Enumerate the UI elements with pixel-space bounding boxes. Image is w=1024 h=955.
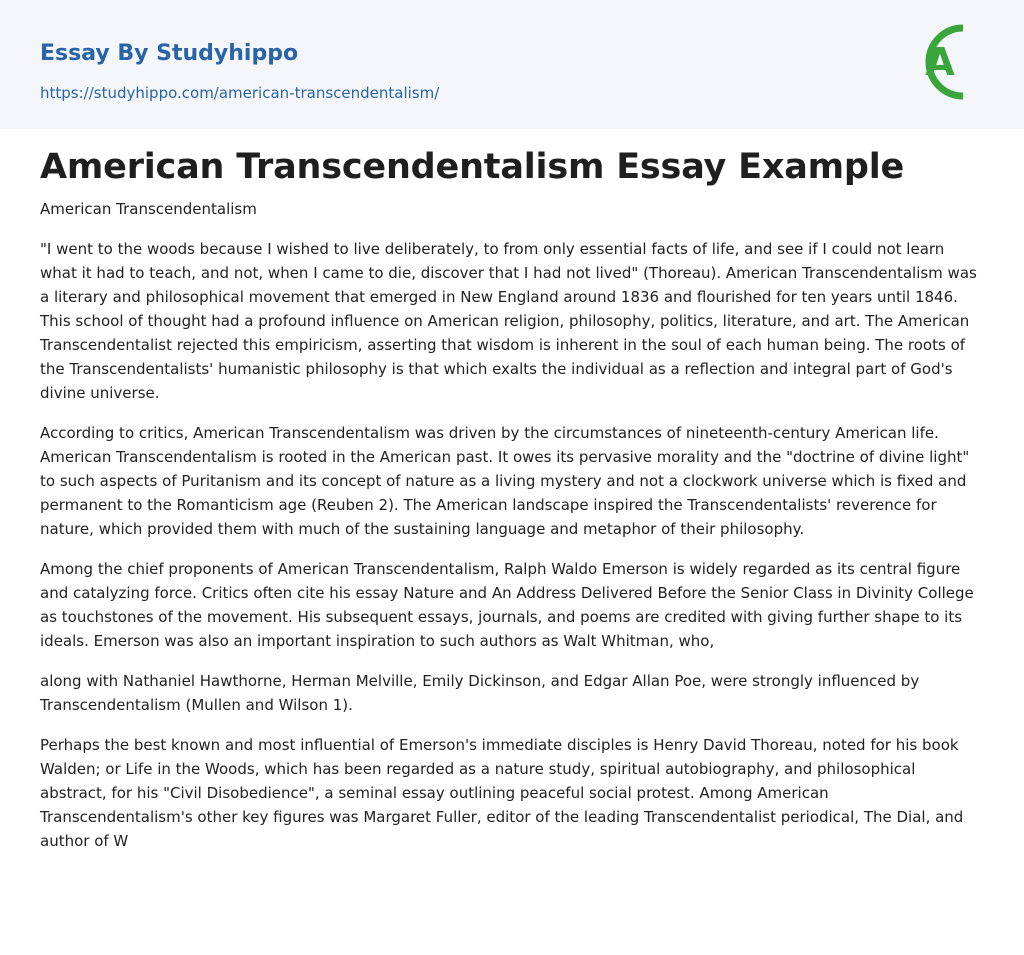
page-url-link[interactable]: https://studyhippo.com/american-transcendentalism/ — [40, 84, 440, 102]
article-paragraph-1: "I went to the woods because I wished to live deliberately, to from only essential facts of life, and see if I could not learn what it had to teach, and not, when I came to die, discover that I had not lived" (Thoreau). American Transcendentalism was a literary and philosophical movement that emerged in New England around 1836 and flourished for ten years until 1846. This school of thought had a profound influence on American religion, philosophy, politics, literature, and art. The American Transcendentalist rejected this empiricism, asserting that wisdom is inherent in the soul of each human being. The roots of the Transcendentalists' humanistic philosophy is that which exalts the individual as a reflection and integral part of God's divine universe. — [40, 240, 977, 402]
page-title: American Transcendentalism Essay Example — [40, 147, 905, 187]
article-paragraph-3: Among the chief proponents of American Transcendentalism, Ralph Waldo Emerson is widely regarded as its central figure and catalyzing force. Critics often cite his essay Nature and An Address Delivered Before the Senior Class in Divinity College as touchstones of the movement. His subsequent essays, journals, and poems are credited with giving further shape to its ideals. Emerson was also an important inspiration to such authors as Walt Whitman, who, — [40, 560, 974, 650]
studyhippo-logo-icon[interactable] — [913, 20, 985, 104]
site-brand[interactable]: Essay By Studyhippo — [40, 41, 299, 66]
article-paragraph-4: along with Nathaniel Hawthorne, Herman Melville, Emily Dickinson, and Edgar Allan Poe, were strongly influenced by Transcendentalism (Mullen and Wilson 1). — [40, 672, 920, 714]
article-subtitle: American Transcendentalism — [40, 200, 257, 218]
site-header — [0, 0, 1024, 129]
article — [40, 143, 984, 853]
article-paragraph-5: Perhaps the best known and most influential of Emerson's immediate disciples is Henry David Thoreau, noted for his book Walden; or Life in the Woods, which has been regarded as a nature study, spiritual autobiography, and philosophical abstract, for his "Civil Disobedience", a seminal essay outlining peaceful social protest. Among American Transcendentalism's other key figures was Margaret Fuller, editor of the leading Transcendentalist periodical, The Dial, and author of W — [40, 736, 964, 850]
logo-letter: A — [925, 40, 955, 84]
article-paragraph-2: According to critics, American Transcendentalism was driven by the circumstances of nineteenth-century American life. American Transcendentalism is rooted in the American past. It owes its pervasive morality and the "doctrine of divine light" to such aspects of Puritanism and its concept of nature as a living mystery and not a clockwork universe which is fixed and permanent to the Romanticism age (Reuben 2). The American landscape inspired the Transcendentalists' reverence for nature, which provided them with much of the sustaining language and metaphor of their philosophy. — [40, 424, 970, 538]
